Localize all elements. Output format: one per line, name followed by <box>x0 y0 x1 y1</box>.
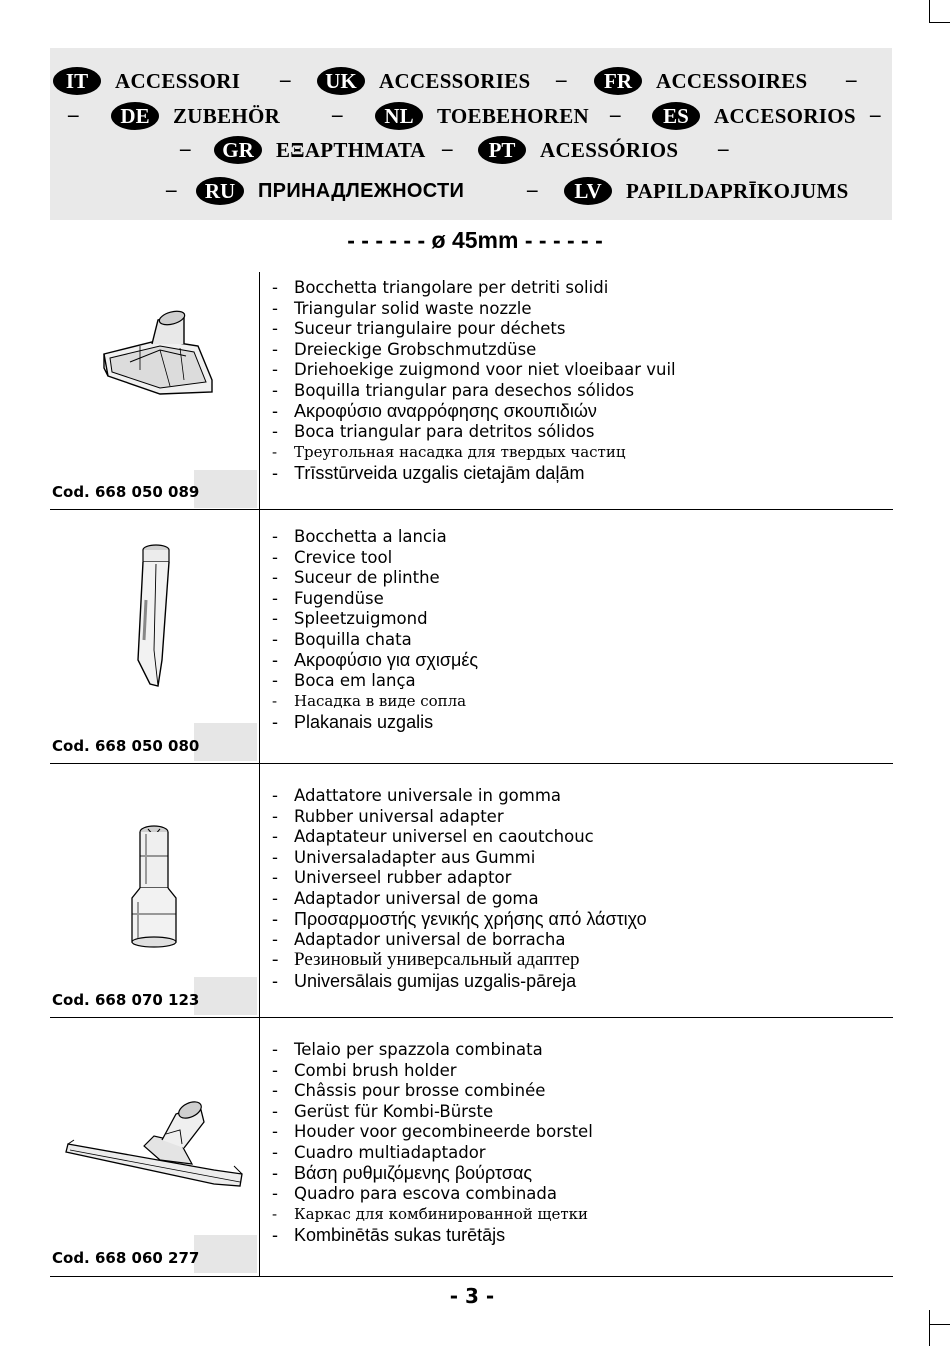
header-dash: – <box>332 102 343 126</box>
description-item: - Quadro para escova combinada <box>272 1183 558 1203</box>
crop-mark-bottom-right-v <box>929 1310 930 1346</box>
header-label-es: ACCESORIOS <box>714 103 856 128</box>
accessory-row <box>50 1018 893 1277</box>
crop-mark-bottom-right-h <box>929 1324 950 1325</box>
code-box <box>194 977 257 1015</box>
description-item: - Kombinētās sukas turētājs <box>272 1224 506 1245</box>
header-item-nl <box>375 102 589 130</box>
language-badge-lv: LV <box>564 177 612 205</box>
language-badge-it: IT <box>53 67 101 95</box>
code-box <box>194 470 257 508</box>
diameter-heading: - - - - - - ø 45mm - - - - - - <box>347 227 603 253</box>
product-code: Cod. 668 050 080 <box>52 737 200 755</box>
language-badge-de: DE <box>111 102 159 130</box>
description-item: - Spleetzuigmond <box>272 609 428 628</box>
description-item: - Ακροφύσιο αναρρόφησης σκουπιδιών <box>272 401 597 421</box>
accessory-row <box>50 510 893 764</box>
language-badge-uk: UK <box>317 67 365 95</box>
description-item: - Προσαρμοστής γενικής χρήσης από λάστιχο <box>272 909 647 929</box>
description-item: - Triangular solid waste nozzle <box>272 298 532 318</box>
description-item: - Driehoekige zuigmond voor niet vloeibaar vuil <box>272 360 676 379</box>
description-item: - Houder voor gecombineerde borstel <box>272 1122 593 1141</box>
header-label-it: ACCESSORI <box>115 68 241 93</box>
header-item-ru <box>196 177 464 205</box>
header-label-nl: TOEBEHOREN <box>437 103 589 128</box>
header-dash: – <box>442 136 453 160</box>
header-label-pt: ACESSÓRIOS <box>540 137 679 162</box>
description-item: - Gerüst für Kombi-Bürste <box>272 1101 494 1121</box>
accessory-row <box>50 764 893 1018</box>
description-item: - Adattatore universale in gomma <box>272 786 562 805</box>
header-label-uk: ACCESSORIES <box>379 68 531 93</box>
description-item: - Rubber universal adapter <box>272 806 504 826</box>
language-badge-es: ES <box>652 102 700 130</box>
header-dash: – <box>68 102 79 126</box>
description-item: - Combi brush holder <box>272 1060 457 1080</box>
header-dash: – <box>556 67 567 91</box>
description-item: - Châssis pour brosse combinée <box>272 1081 546 1100</box>
header-dash: – <box>610 102 621 126</box>
language-badge-nl: NL <box>375 102 423 130</box>
crop-mark-top-right-v <box>929 0 930 22</box>
description-item: - Boquilla triangular para desechos sólidos <box>272 380 635 400</box>
language-badge-ru: RU <box>196 177 244 205</box>
description-list <box>272 527 478 732</box>
header-dash: – <box>527 177 538 201</box>
header-label-lv: PAPILDAPRĪKOJUMS <box>626 178 849 203</box>
header-dash: – <box>718 136 729 160</box>
product-code: Cod. 668 060 277 <box>52 1249 200 1267</box>
crop-mark-top-right-h <box>929 22 950 23</box>
description-item: - Boca em lança <box>272 670 416 690</box>
description-item: - Boquilla chata <box>272 629 412 649</box>
page-number: - 3 - <box>449 1284 495 1308</box>
header-dash: – <box>166 177 177 201</box>
header-item-es <box>652 102 856 130</box>
header-dash: – <box>870 102 881 126</box>
header-dash: – <box>280 67 291 91</box>
description-item: - Ακροφύσιο για σχισμές <box>272 650 479 670</box>
description-item: - Каркас для комбинированной щетки <box>272 1205 589 1223</box>
description-item: - Telaio per spazzola combinata <box>272 1040 543 1059</box>
language-badge-pt: PT <box>478 136 526 164</box>
header-item-fr <box>594 67 808 95</box>
description-item: - Plakanais uzgalis <box>272 711 434 732</box>
language-badge-fr: FR <box>594 67 642 95</box>
description-item: - Резиновый универсальный адаптер <box>272 949 580 970</box>
accessory-row <box>50 272 893 510</box>
description-item: - Adaptador universal de borracha <box>272 929 566 949</box>
description-item: - Dreieckige Grobschmutzdüse <box>272 339 537 359</box>
header-item-uk <box>317 67 531 95</box>
header-item-it <box>53 67 240 95</box>
description-item: - Universālais gumijas uzgalis-pāreja <box>272 970 577 991</box>
header-item-gr <box>214 136 426 164</box>
code-box <box>194 1235 257 1273</box>
description-item: - Bocchetta a lancia <box>272 527 447 546</box>
description-item: - Suceur de plinthe <box>272 568 440 587</box>
description-item: - Cuadro multiadaptador <box>272 1142 486 1162</box>
header-dash: – <box>180 136 191 160</box>
product-code: Cod. 668 070 123 <box>52 991 200 1009</box>
language-badge-gr: GR <box>214 136 262 164</box>
rubber-adapter-icon <box>126 824 182 950</box>
description-item: - Trīsstūrveida uzgalis cietajām daļām <box>272 462 585 483</box>
combi-brush-holder-icon <box>64 1100 264 1200</box>
description-item: - Suceur triangulaire pour déchets <box>272 319 566 338</box>
description-list <box>272 786 647 991</box>
header-label-fr: ACCESSOIRES <box>656 68 808 93</box>
description-item: - Boca triangular para detritos sólidos <box>272 421 595 441</box>
description-item: - Universaladapter aus Gummi <box>272 847 536 867</box>
description-item: - Crevice tool <box>272 547 393 567</box>
crevice-tool-icon <box>132 540 172 690</box>
description-item: - Треугольная насадка для твердых частиц <box>272 443 626 461</box>
description-item: - Fugendüse <box>272 588 384 608</box>
header-label-de: ZUBEHÖR <box>173 103 281 128</box>
code-box <box>194 723 257 761</box>
header-item-de <box>111 102 280 130</box>
description-item: - Βάση ρυθμιζόμενης βούρτσας <box>272 1163 533 1183</box>
description-list <box>272 1040 593 1245</box>
header-dash: – <box>846 67 857 91</box>
header-label-ru: ПРИНАДЛЕЖНОСТИ <box>258 179 465 202</box>
header-label-gr: ΕΞΑΡΤΗΜΑΤΑ <box>276 137 426 162</box>
description-item: - Adaptateur universel en caoutchouc <box>272 827 594 846</box>
description-item: - Bocchetta triangolare per detriti solidi <box>272 278 609 297</box>
description-item: - Насадка в виде сопла <box>272 692 467 710</box>
header-item-pt <box>478 136 678 164</box>
product-code: Cod. 668 050 089 <box>52 483 200 501</box>
description-list <box>272 278 676 483</box>
description-item: - Adaptador universal de goma <box>272 888 539 908</box>
triangular-nozzle-icon <box>100 310 270 410</box>
header-item-lv <box>564 177 849 205</box>
description-item: - Universeel rubber adaptor <box>272 868 512 887</box>
